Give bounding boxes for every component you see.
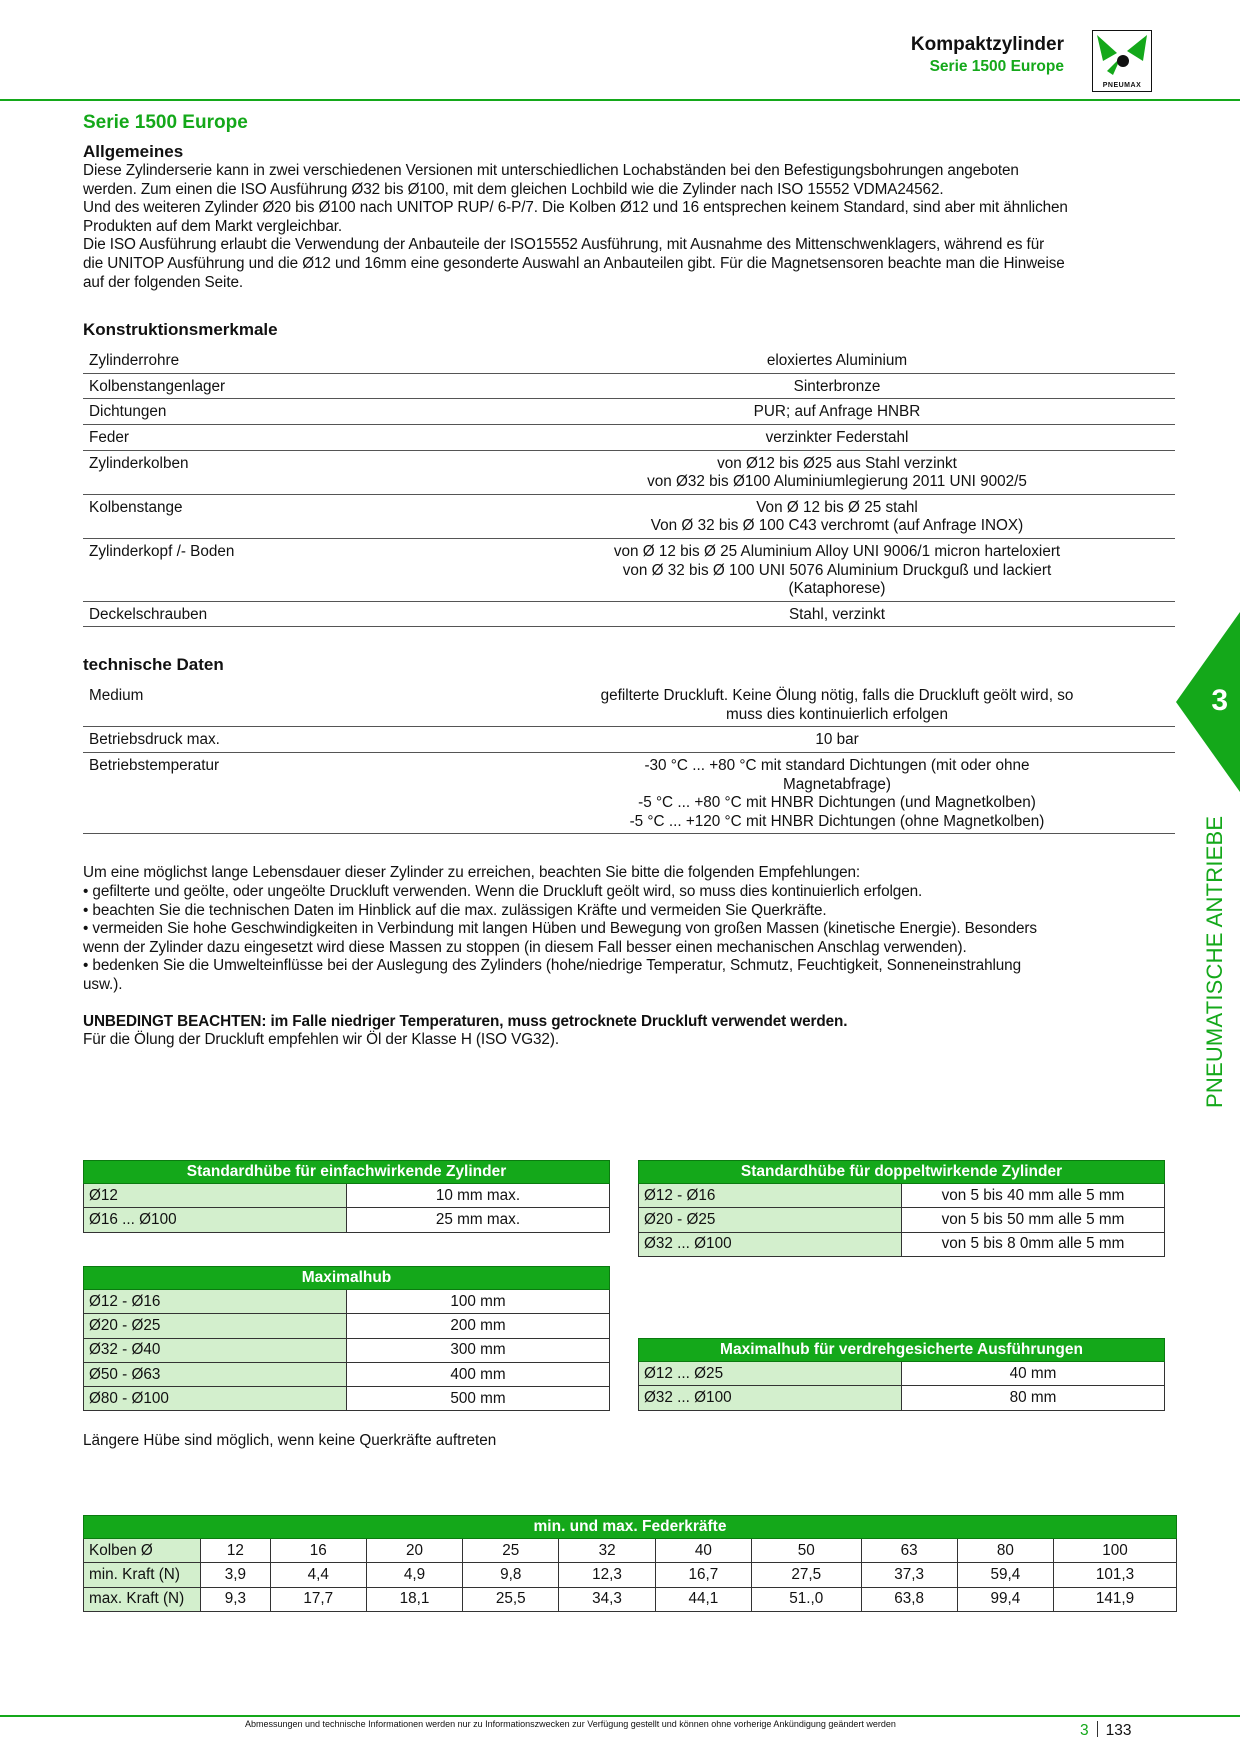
construction-table [83,348,1175,627]
spec-value-line: verzinkter Federstahl [765,428,909,446]
row-value: 10 mm max. [347,1184,610,1208]
logo-text: PNEUMAX [1102,82,1142,89]
general-line: die UNITOP Ausführung und die Ø12 und 16mm eine gesonderte Auswahl an Anbauteilen gibt. Für die Magnetsensoren beachte man die Hinweise [83,254,1065,272]
header-title: Kompaktzylinder [910,34,1064,55]
spec-label: Betriebstemperatur [83,753,553,834]
spec-value [553,601,1175,627]
table-row [639,1362,1165,1386]
recommendation-line: • vermeiden Sie hohe Geschwindigkeiten in Verbindung mit langen Hüben und Bewegung von großen Massen (kinetische Energie). Besonders [83,920,1037,938]
recommendation-line: wenn der Zylinder dazu eingesetzt wird diese Massen zu stoppen (in diesem Fall besser einen mechanischen Anschlag verwenden). [83,938,967,956]
table-row [84,1387,610,1411]
spec-value [553,373,1175,399]
spec-row [83,450,1175,494]
table-cell: 37,3 [861,1563,957,1587]
spring-force-table [83,1515,1177,1612]
row-label: Ø12 [84,1184,347,1208]
table-cell: 59,4 [957,1563,1053,1587]
row-value: von 5 bis 8 0mm alle 5 mm [902,1232,1165,1256]
row-label: Ø12 - Ø16 [84,1290,347,1314]
table-cell: 9,8 [463,1563,559,1587]
table-row [639,1232,1165,1256]
spec-row [83,494,1175,538]
spec-row [83,373,1175,399]
pneumax-logo [1092,30,1152,92]
table-row [84,1563,1177,1587]
table-cell: 50 [751,1539,861,1563]
general-line: Produkten auf dem Markt vergleichbar. [83,217,343,235]
row-value: 400 mm [347,1362,610,1386]
spec-value-line: eloxiertes Aluminium [766,352,908,370]
spec-value-line: (Kataphorese) [788,580,886,598]
row-label: Ø80 - Ø100 [84,1387,347,1411]
spec-value-line: von Ø 12 bis Ø 25 Aluminium Alloy UNI 9006/1 micron harteloxiert [613,542,1061,560]
table-cell: 17,7 [270,1587,366,1611]
header-subtitle: Serie 1500 Europe [929,58,1064,75]
spec-row [83,348,1175,373]
table-cell: 25 [463,1539,559,1563]
row-value: 300 mm [347,1338,610,1362]
spec-label: Zylinderkolben [83,450,553,494]
table-row [84,1539,1177,1563]
general-paragraph [83,162,1177,292]
spec-value-line: PUR; auf Anfrage HNBR [753,403,921,421]
spec-value-line: von Ø12 bis Ø25 aus Stahl verzinkt [717,454,957,472]
page-separator [1097,1721,1098,1737]
single-acting-stroke-table [83,1160,610,1233]
spec-value [553,348,1175,373]
table-cell: 20 [366,1539,462,1563]
warning-text: UNBEDINGT BEACHTEN: im Falle niedriger Temperaturen, muss getrocknete Druckluft verwendet werden. [83,1012,848,1030]
antirotation-stroke-table [638,1338,1165,1411]
spec-value [553,753,1175,834]
spec-value-line: -5 °C ... +120 °C mit HNBR Dichtungen (ohne Magnetkolben) [629,812,1045,830]
spec-value [553,450,1175,494]
row-label: Ø32 ... Ø100 [639,1232,902,1256]
table-title: Maximalhub [84,1267,610,1290]
table-cell: 12,3 [559,1563,655,1587]
row-label: Ø20 - Ø25 [639,1208,902,1232]
footer-divider [0,1715,1240,1717]
table-row [639,1386,1165,1410]
table-row [84,1362,610,1386]
footer-chapter: 3 [1080,1722,1089,1739]
table-cell: 4,9 [366,1563,462,1587]
table-header-row [639,1161,1165,1184]
table-row [84,1338,610,1362]
table-header-row [84,1516,1177,1539]
spec-value-line: Magnetabfrage) [783,775,891,793]
spec-value-line: muss dies kontinuierlich erfolgen [726,705,948,723]
spec-value-line: von Ø32 bis Ø100 Aluminiumlegierung 2011 UNI 9002/5 [647,473,1027,491]
table-cell: 12 [201,1539,271,1563]
table-cell: 18,1 [366,1587,462,1611]
general-line: auf der folgenden Seite. [83,273,244,291]
row-value: von 5 bis 50 mm alle 5 mm [902,1208,1165,1232]
table-cell: 141,9 [1054,1587,1177,1611]
table-row [84,1290,610,1314]
spec-row [83,399,1175,425]
spec-label: Kolbenstangenlager [83,373,553,399]
row-label: Ø12 - Ø16 [639,1184,902,1208]
chapter-vertical-title: PNEUMATISCHE ANTRIEBE [1202,815,1227,1108]
spec-value-line: von Ø 32 bis Ø 100 UNI 5076 Aluminium Druckguß und lackiert [622,561,1052,579]
row-label: min. Kraft (N) [84,1563,201,1587]
spec-label: Zylinderrohre [83,348,553,373]
table-cell: 63,8 [861,1587,957,1611]
spec-row [83,424,1175,450]
technical-table [83,683,1175,834]
table-cell: 63 [861,1539,957,1563]
spec-row [83,727,1175,753]
table-header-row [84,1267,610,1290]
row-value: 40 mm [902,1362,1165,1386]
row-value: von 5 bis 40 mm alle 5 mm [902,1184,1165,1208]
page-header [0,30,1240,100]
spec-value [553,727,1175,753]
recommendation-line: Um eine möglichst lange Lebensdauer dieser Zylinder zu erreichen, beachten Sie bitte die folgenden Empfehlungen: [83,864,861,882]
table-cell: 40 [655,1539,751,1563]
table-cell: 100 [1054,1539,1177,1563]
spec-label: Zylinderkopf /- Boden [83,538,553,601]
table-cell: 34,3 [559,1587,655,1611]
footer-disclaimer: Abmessungen und technische Informationen werden nur zu Informationszwecken zur Verfügung gestellt und können ohne vorherige Ankündigung geändert werden [245,1719,896,1729]
spec-row [83,683,1175,727]
table-cell: 9,3 [201,1587,271,1611]
row-label: max. Kraft (N) [84,1587,201,1611]
spec-label: Deckelschrauben [83,601,553,627]
spec-row [83,753,1175,834]
table-cell: 25,5 [463,1587,559,1611]
spec-value [553,494,1175,538]
header-divider [0,99,1240,101]
row-label: Ø32 - Ø40 [84,1338,347,1362]
spec-label: Kolbenstange [83,494,553,538]
table-cell: 3,9 [201,1563,271,1587]
general-line: Diese Zylinderserie kann in zwei verschiedenen Versionen mit unterschiedlichen Lochabständen bei den Befestigungsbohrungen angeboten [83,162,1019,179]
row-label: Kolben Ø [84,1539,201,1563]
spec-value-line: Stahl, verzinkt [788,605,886,623]
main-content [83,112,1177,1050]
general-line: Die ISO Ausführung erlaubt die Verwendung der Anbauteile der ISO15552 Ausführung, mit Ausnahme des Mittenschwenklagers, während es für [83,236,1045,254]
recommendation-line: • gefilterte und geölte, oder ungeölte Druckluft verwenden. Wenn die Druckluft geölt wird, so muss dies kontinuierlich erfolgen. [83,883,923,901]
series-title: Serie 1500 Europe [83,112,248,133]
double-acting-stroke-table [638,1160,1165,1257]
spec-value-line: Sinterbronze [793,377,881,395]
page-number: 133 [1105,1722,1132,1739]
stroke-note: Längere Hübe sind möglich, wenn keine Querkräfte auftreten [83,1432,497,1449]
recommendation-line: usw.). [83,976,123,993]
row-value: 100 mm [347,1290,610,1314]
table-cell: 16,7 [655,1563,751,1587]
table-header-row [84,1161,610,1184]
row-value: 200 mm [347,1314,610,1338]
table-title: Maximalhub für verdrehgesicherte Ausführungen [639,1339,1165,1362]
spec-row [83,538,1175,601]
spec-value [553,424,1175,450]
table-row [84,1184,610,1208]
row-label: Ø16 ... Ø100 [84,1208,347,1232]
recommendation-line: • bedenken Sie die Umwelteinflüsse bei der Auslegung des Zylinders (hohe/niedrige Temperatur, Schmutz, Feuchtigkeit, Sonneneinstrahlung [83,957,1021,975]
general-line: werden. Zum einen die ISO Ausführung Ø32 bis Ø100, mit dem gleichen Lochbild wie die Zylinder nach ISO 15552 VDMA24562. [83,180,944,198]
spec-value-line: -5 °C ... +80 °C mit HNBR Dichtungen (und Magnetkolben) [638,794,1036,812]
table-cell: 27,5 [751,1563,861,1587]
table-header-row [639,1339,1165,1362]
table-cell: 16 [270,1539,366,1563]
construction-heading: Konstruktionsmerkmale [83,320,278,340]
general-line: Und des weiteren Zylinder Ø20 bis Ø100 nach UNITOP RUP/ 6-P/7. Die Kolben Ø12 und 16 entsprechen keinem Standard, sind aber mit ähnlichen [83,199,1068,217]
spec-value-line: gefilterte Druckluft. Keine Ölung nötig, falls die Druckluft geölt wird, so [600,687,1074,705]
spec-value [553,683,1175,727]
spec-value [553,399,1175,425]
recommendations-paragraph [83,864,1177,994]
logo-mark-icon [1093,31,1151,79]
table-title: Standardhübe für einfachwirkende Zylinder [84,1161,610,1184]
table-row [639,1184,1165,1208]
table-row [84,1208,610,1232]
spec-value-line: Von Ø 32 bis Ø 100 C43 verchromt (auf Anfrage INOX) [650,517,1024,535]
spec-label: Dichtungen [83,399,553,425]
row-value: 500 mm [347,1387,610,1411]
spec-value-line: Von Ø 12 bis Ø 25 stahl [756,498,918,516]
oil-note: Für die Ölung der Druckluft empfehlen wir Öl der Klasse H (ISO VG32). [83,1031,559,1049]
spec-value-line: -30 °C ... +80 °C mit standard Dichtungen (mit oder ohne [644,757,1030,775]
table-row [639,1208,1165,1232]
technical-heading: technische Daten [83,655,224,675]
row-label: Ø32 ... Ø100 [639,1386,902,1410]
recommendation-line: • beachten Sie die technischen Daten im Hinblick auf die max. zulässigen Kräfte und vermeiden Sie Querkräfte. [83,901,827,919]
spec-label: Feder [83,424,553,450]
row-label: Ø50 - Ø63 [84,1362,347,1386]
chapter-number: 3 [1211,684,1228,717]
table-cell: 51.,0 [751,1587,861,1611]
max-stroke-table [83,1266,610,1411]
table-cell: 44,1 [655,1587,751,1611]
table-row [84,1314,610,1338]
table-cell: 101,3 [1054,1563,1177,1587]
spec-label: Medium [83,683,553,727]
chapter-tab [1176,612,1240,792]
table-row [84,1587,1177,1611]
table-cell: 4,4 [270,1563,366,1587]
row-label: Ø12 ... Ø25 [639,1362,902,1386]
spec-value [553,538,1175,601]
row-value: 80 mm [902,1386,1165,1410]
spec-label: Betriebsdruck max. [83,727,553,753]
general-heading: Allgemeines [83,142,184,161]
page-reference [1080,1721,1132,1740]
row-label: Ø20 - Ø25 [84,1314,347,1338]
spec-row [83,601,1175,627]
row-value: 25 mm max. [347,1208,610,1232]
table-title: min. und max. Federkräfte [84,1516,1177,1539]
spec-value-line: 10 bar [815,731,859,749]
table-cell: 99,4 [957,1587,1053,1611]
table-cell: 80 [957,1539,1053,1563]
table-title: Standardhübe für doppeltwirkende Zylinder [639,1161,1165,1184]
table-cell: 32 [559,1539,655,1563]
